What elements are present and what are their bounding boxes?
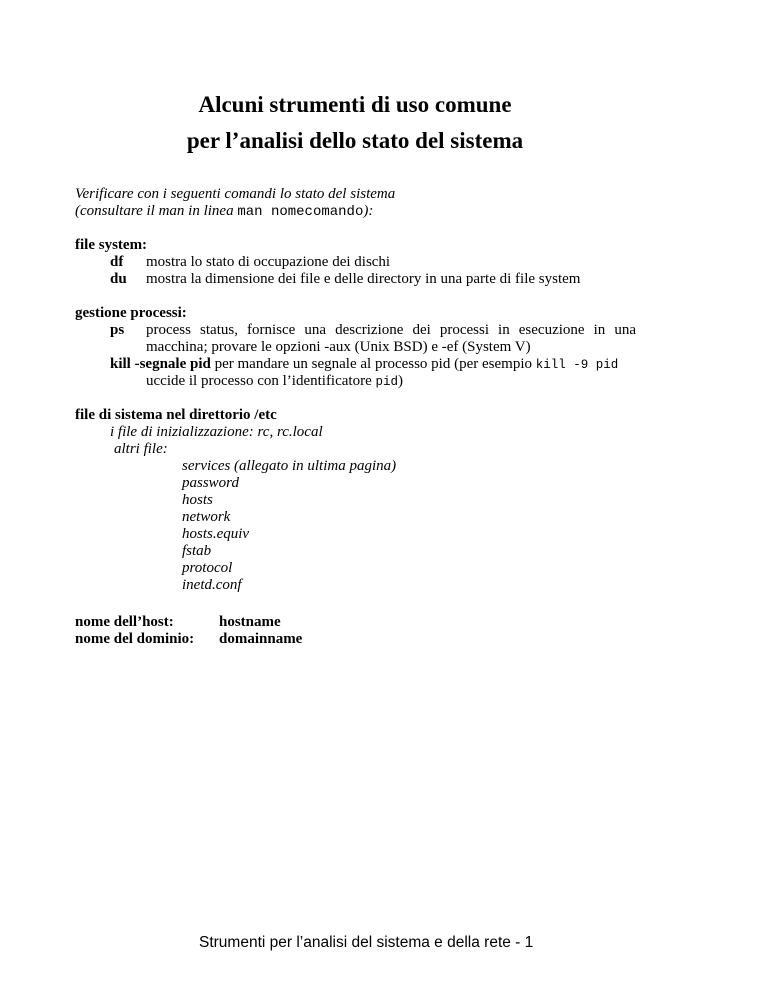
page-title-line-1: Alcuni strumenti di uso comune <box>198 92 512 117</box>
hostname-command: hostname <box>219 614 281 630</box>
kill-example-code: kill -9 pid <box>535 358 619 372</box>
df-description: mostra lo stato di occupazione dei dischi <box>146 254 391 270</box>
page-footer: Strumenti per l’analisi del sistema e della rete - 1 <box>199 934 534 951</box>
kill-line-2-suffix: ) <box>398 373 404 389</box>
filesystem-heading: file system: <box>75 237 148 253</box>
intro-line-2-suffix: ): <box>363 203 374 219</box>
intro-line-1: Verificare con i seguenti comandi lo stato del sistema <box>75 186 396 202</box>
df-command: df <box>110 254 124 270</box>
etc-file-item: protocol <box>182 560 233 576</box>
host-label: nome dell’host: <box>75 614 174 630</box>
man-command: man nomecomando <box>237 204 364 220</box>
kill-line-2 <box>146 373 403 391</box>
domainname-command: domainname <box>219 631 303 647</box>
processes-heading: gestione processi: <box>75 305 187 321</box>
ps-description-line-2: macchina; provare le opzioni -aux (Unix BSD) e -ef (System V) <box>146 339 531 355</box>
init-files: i file di inizializzazione: rc, rc.local <box>110 424 323 440</box>
intro-line-2 <box>75 203 373 221</box>
etc-heading: file di sistema nel direttorio /etc <box>75 407 277 423</box>
domain-label: nome del dominio: <box>75 631 195 647</box>
etc-file-item: fstab <box>182 543 212 559</box>
kill-line-1 <box>110 356 618 374</box>
etc-file-item: password <box>182 475 239 491</box>
intro-line-2-prefix: (consultare il man in linea <box>75 203 238 219</box>
kill-description: per mandare un segnale al processo pid (per esempio <box>210 356 536 372</box>
etc-file-item: hosts.equiv <box>182 526 250 542</box>
etc-file-item: hosts <box>182 492 213 508</box>
etc-file-item: network <box>182 509 231 525</box>
du-command: du <box>110 271 127 287</box>
kill-command: kill -segnale pid <box>110 356 211 372</box>
kill-line-2-prefix: uccide il processo con l’identificatore <box>146 373 376 389</box>
ps-description-line-1: process status, fornisce una descrizione dei processi in esecuzione in una <box>146 322 636 338</box>
page-title-line-2: per l’analisi dello stato del sistema <box>186 128 524 153</box>
etc-file-item: inetd.conf <box>182 577 242 593</box>
du-description: mostra la dimensione dei file e delle directory in una parte di file system <box>146 271 581 287</box>
ps-command: ps <box>110 322 125 338</box>
etc-file-item: services (allegato in ultima pagina) <box>182 458 397 474</box>
pid-code: pid <box>375 375 399 389</box>
other-files-label: altri file: <box>114 441 168 457</box>
